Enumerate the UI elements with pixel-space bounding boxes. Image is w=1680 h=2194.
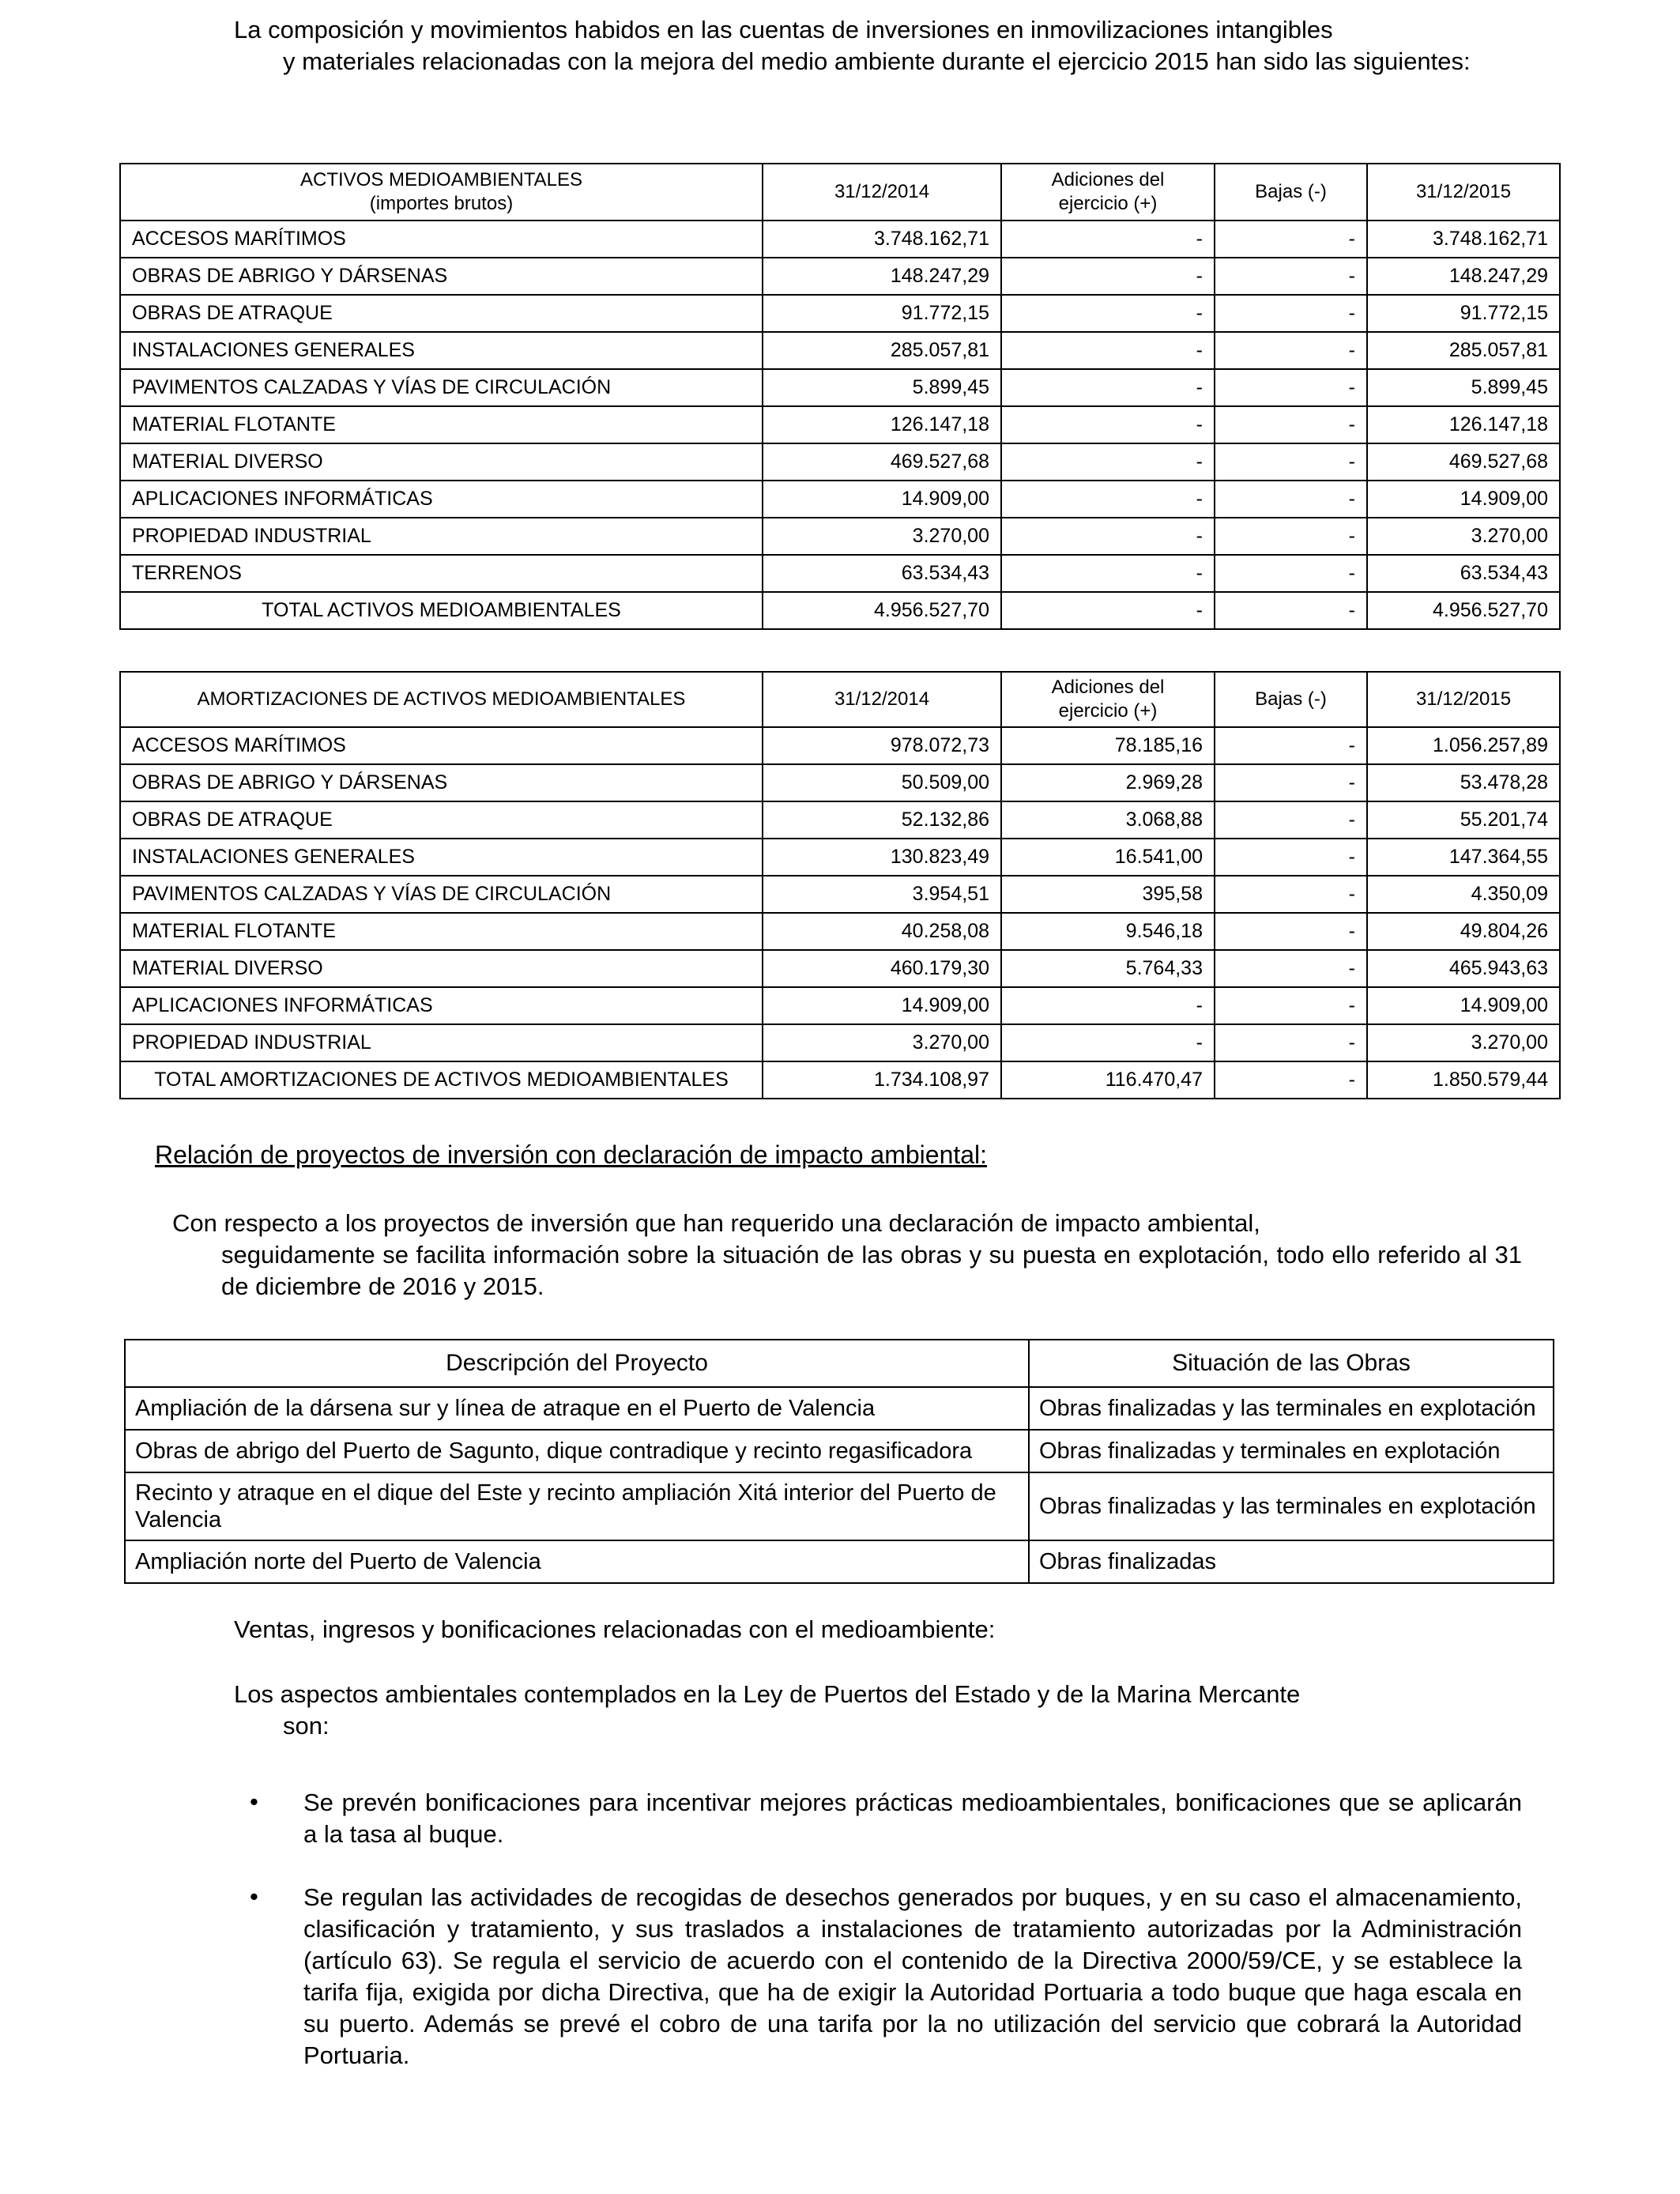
cell-v2014: 5.899,45: [763, 369, 1001, 406]
projects-header-status: Situación de las Obras: [1029, 1340, 1554, 1387]
cell-add: 2.969,28: [1001, 764, 1215, 801]
total-cell-label: TOTAL ACTIVOS MEDIOAMBIENTALES: [120, 592, 763, 629]
cell-bajas: -: [1215, 987, 1367, 1024]
cell-add: -: [1001, 1024, 1215, 1061]
table-row: [120, 258, 1560, 295]
cell-v2014: 285.057,81: [763, 332, 1001, 369]
cell-add: 395,58: [1001, 876, 1215, 913]
cell-add: -: [1001, 369, 1215, 406]
cell-v2014: 50.509,00: [763, 764, 1001, 801]
cell-label: MATERIAL DIVERSO: [120, 950, 763, 987]
cell-bajas: -: [1215, 764, 1367, 801]
projects-table: [124, 1339, 1554, 1584]
cell-add: -: [1001, 406, 1215, 443]
project-desc: Ampliación de la dársena sur y línea de atraque en el Puerto de Valencia: [125, 1387, 1029, 1430]
cell-v2015: 14.909,00: [1367, 987, 1560, 1024]
cell-v2014: 126.147,18: [763, 406, 1001, 443]
cell-v2015: 14.909,00: [1367, 481, 1560, 518]
cell-v2015: 5.899,45: [1367, 369, 1560, 406]
assets-table: [119, 163, 1561, 630]
table-row: [125, 1387, 1554, 1430]
cell-bajas: -: [1215, 295, 1367, 332]
bullet-item-desechos: Se regulan las actividades de recogidas de desechos generados por buques, y en su caso el almacenamiento, clasificación y tratamiento, y sus traslados a instalaciones de tratamiento autorizadas por la Administración (artículo 63). Se regula el servicio de acuerdo con el contenido de la Directiva 2000/59/CE, y se establece la tarifa fija, exigida por dicha Directiva, que ha de exigir la Autoridad Portuaria a todo buque que haga escala en su puerto. Además se prevé el cobro de una tarifa por la no utilización del servicio que cobrará la Autoridad Portuaria.: [303, 1883, 1522, 2069]
cell-v2015: 63.534,43: [1367, 555, 1560, 592]
cell-add: -: [1001, 481, 1215, 518]
cell-add: 3.068,88: [1001, 801, 1215, 839]
amortization-table: [119, 671, 1561, 1099]
assets-header-2014: 31/12/2014: [763, 164, 1001, 221]
total-cell-v2014: 4.956.527,70: [763, 592, 1001, 629]
cell-bajas: -: [1215, 950, 1367, 987]
cell-bajas: -: [1215, 876, 1367, 913]
cell-v2015: 55.201,74: [1367, 801, 1560, 839]
projects-heading: Relación de proyectos de inversión con declaración de impacto ambiental:: [155, 1140, 988, 1169]
cell-label: OBRAS DE ABRIGO Y DÁRSENAS: [120, 764, 763, 801]
table-row: [120, 764, 1560, 801]
amortization-table-header: [120, 672, 1560, 727]
cell-v2014: 460.179,30: [763, 950, 1001, 987]
cell-label: APLICACIONES INFORMÁTICAS: [120, 481, 763, 518]
cell-add: -: [1001, 295, 1215, 332]
table-row: [120, 443, 1560, 481]
intro-line-rest: y materiales relacionadas con la mejora del medio ambiente durante el ejercicio 2015 han sido las siguientes:: [283, 47, 1471, 75]
sales-heading: Ventas, ingresos y bonificaciones relacionadas con el medioambiente:: [234, 1615, 996, 1643]
cell-v2015: 126.147,18: [1367, 406, 1560, 443]
table-row: [120, 1024, 1560, 1061]
project-desc: Recinto y atraque en el dique del Este y recinto ampliación Xitá interior del Puerto de Valencia: [125, 1472, 1029, 1540]
cell-v2015: 147.364,55: [1367, 839, 1560, 876]
total-cell-add: -: [1001, 592, 1215, 629]
project-status: Obras finalizadas y terminales en explotación: [1029, 1430, 1554, 1472]
total-row: [120, 592, 1560, 629]
cell-add: -: [1001, 443, 1215, 481]
cell-v2015: 49.804,26: [1367, 913, 1560, 950]
cell-v2015: 53.478,28: [1367, 764, 1560, 801]
projects-intro-paragraph: [172, 1208, 1522, 1302]
table-row: [125, 1430, 1554, 1472]
table-row: [120, 518, 1560, 555]
cell-v2015: 3.270,00: [1367, 518, 1560, 555]
amort-header-additions: Adiciones del ejercicio (+): [1001, 672, 1215, 727]
cell-add: 5.764,33: [1001, 950, 1215, 987]
cell-v2014: 14.909,00: [763, 481, 1001, 518]
table-row: [120, 801, 1560, 839]
cell-v2014: 130.823,49: [763, 839, 1001, 876]
aspects-intro-paragraph: [234, 1679, 1522, 1742]
cell-bajas: -: [1215, 839, 1367, 876]
bullet-item-bonificaciones: Se prevén bonificaciones para incentivar mejores prácticas medioambientales, bonificaciones que se aplicarán a la tasa al buque.: [303, 1789, 1522, 1848]
cell-label: TERRENOS: [120, 555, 763, 592]
table-row: [120, 839, 1560, 876]
project-desc: Ampliación norte del Puerto de Valencia: [125, 1540, 1029, 1583]
cell-bajas: -: [1215, 518, 1367, 555]
cell-bajas: -: [1215, 406, 1367, 443]
cell-label: ACCESOS MARÍTIMOS: [120, 221, 763, 258]
cell-v2015: 3.748.162,71: [1367, 221, 1560, 258]
table-row: [120, 727, 1560, 764]
total-cell-add: 116.470,47: [1001, 1061, 1215, 1099]
cell-label: INSTALACIONES GENERALES: [120, 839, 763, 876]
cell-label: PAVIMENTOS CALZADAS Y VÍAS DE CIRCULACIÓN: [120, 369, 763, 406]
cell-bajas: -: [1215, 221, 1367, 258]
total-cell-bajas: -: [1215, 592, 1367, 629]
amort-header-bajas: Bajas (-): [1215, 672, 1367, 727]
cell-v2015: 91.772,15: [1367, 295, 1560, 332]
cell-label: PAVIMENTOS CALZADAS Y VÍAS DE CIRCULACIÓN: [120, 876, 763, 913]
cell-v2015: 3.270,00: [1367, 1024, 1560, 1061]
cell-v2014: 978.072,73: [763, 727, 1001, 764]
aspects-intro-line-rest: son:: [283, 1712, 330, 1740]
cell-v2015: 465.943,63: [1367, 950, 1560, 987]
cell-label: OBRAS DE ATRAQUE: [120, 295, 763, 332]
bullet-marker: •: [250, 1788, 258, 1815]
assets-header-additions: Adiciones del ejercicio (+): [1001, 164, 1215, 221]
cell-label: OBRAS DE ABRIGO Y DÁRSENAS: [120, 258, 763, 295]
intro-paragraph: [234, 14, 1522, 77]
amort-header-2015: 31/12/2015: [1367, 672, 1560, 727]
table-row: [120, 369, 1560, 406]
cell-v2014: 3.748.162,71: [763, 221, 1001, 258]
cell-v2015: 1.056.257,89: [1367, 727, 1560, 764]
cell-label: PROPIEDAD INDUSTRIAL: [120, 518, 763, 555]
total-row: [120, 1061, 1560, 1099]
cell-v2014: 148.247,29: [763, 258, 1001, 295]
project-desc: Obras de abrigo del Puerto de Sagunto, dique contradique y recinto regasificadora: [125, 1430, 1029, 1472]
table-row: [120, 950, 1560, 987]
cell-label: MATERIAL FLOTANTE: [120, 913, 763, 950]
cell-v2014: 469.527,68: [763, 443, 1001, 481]
projects-header-description: Descripción del Proyecto: [125, 1340, 1029, 1387]
cell-v2014: 63.534,43: [763, 555, 1001, 592]
projects-table-header: [125, 1340, 1554, 1387]
total-cell-v2015: 1.850.579,44: [1367, 1061, 1560, 1099]
cell-label: PROPIEDAD INDUSTRIAL: [120, 1024, 763, 1061]
table-row: [120, 481, 1560, 518]
cell-label: INSTALACIONES GENERALES: [120, 332, 763, 369]
projects-intro-line-rest: seguidamente se facilita información sobre la situación de las obras y su puesta en explotación, todo ello referido al 31 de diciembre de 2016 y 2015.: [221, 1241, 1522, 1300]
cell-v2014: 14.909,00: [763, 987, 1001, 1024]
total-cell-bajas: -: [1215, 1061, 1367, 1099]
table-row: [120, 987, 1560, 1024]
cell-v2015: 285.057,81: [1367, 332, 1560, 369]
amort-header-title: AMORTIZACIONES DE ACTIVOS MEDIOAMBIENTALES: [120, 672, 763, 727]
table-row: [120, 555, 1560, 592]
total-cell-v2014: 1.734.108,97: [763, 1061, 1001, 1099]
table-row: [120, 406, 1560, 443]
intro-line-1: La composición y movimientos habidos en las cuentas de inversiones en inmovilizaciones intangibles: [234, 16, 1333, 43]
total-cell-v2015: 4.956.527,70: [1367, 592, 1560, 629]
cell-bajas: -: [1215, 1024, 1367, 1061]
cell-bajas: -: [1215, 332, 1367, 369]
bullet-marker: •: [250, 1883, 258, 1910]
cell-add: 16.541,00: [1001, 839, 1215, 876]
cell-label: ACCESOS MARÍTIMOS: [120, 727, 763, 764]
cell-bajas: -: [1215, 369, 1367, 406]
cell-v2015: 469.527,68: [1367, 443, 1560, 481]
cell-bajas: -: [1215, 481, 1367, 518]
cell-v2014: 3.270,00: [763, 518, 1001, 555]
assets-header-2015: 31/12/2015: [1367, 164, 1560, 221]
table-row: [120, 876, 1560, 913]
cell-v2015: 148.247,29: [1367, 258, 1560, 295]
cell-label: APLICACIONES INFORMÁTICAS: [120, 987, 763, 1024]
cell-bajas: -: [1215, 727, 1367, 764]
cell-add: -: [1001, 221, 1215, 258]
cell-add: -: [1001, 987, 1215, 1024]
table-row: [120, 221, 1560, 258]
project-status: Obras finalizadas y las terminales en explotación: [1029, 1387, 1554, 1430]
project-status: Obras finalizadas y las terminales en explotación: [1029, 1472, 1554, 1540]
cell-bajas: -: [1215, 555, 1367, 592]
cell-v2014: 40.258,08: [763, 913, 1001, 950]
cell-add: 78.185,16: [1001, 727, 1215, 764]
table-row: [120, 913, 1560, 950]
amort-header-2014: 31/12/2014: [763, 672, 1001, 727]
cell-add: -: [1001, 518, 1215, 555]
cell-v2014: 3.954,51: [763, 876, 1001, 913]
cell-v2014: 52.132,86: [763, 801, 1001, 839]
cell-label: OBRAS DE ATRAQUE: [120, 801, 763, 839]
assets-header-bajas: Bajas (-): [1215, 164, 1367, 221]
table-row: [125, 1540, 1554, 1583]
cell-add: -: [1001, 258, 1215, 295]
cell-add: -: [1001, 332, 1215, 369]
table-row: [120, 332, 1560, 369]
assets-header-title: ACTIVOS MEDIOAMBIENTALES (importes brutos): [120, 164, 763, 221]
project-status: Obras finalizadas: [1029, 1540, 1554, 1583]
cell-v2014: 91.772,15: [763, 295, 1001, 332]
cell-bajas: -: [1215, 913, 1367, 950]
cell-v2014: 3.270,00: [763, 1024, 1001, 1061]
cell-v2015: 4.350,09: [1367, 876, 1560, 913]
aspects-intro-line-1: Los aspectos ambientales contemplados en la Ley de Puertos del Estado y de la Marina Mercante: [234, 1680, 1301, 1708]
cell-add: -: [1001, 555, 1215, 592]
table-row: [120, 295, 1560, 332]
cell-label: MATERIAL FLOTANTE: [120, 406, 763, 443]
cell-add: 9.546,18: [1001, 913, 1215, 950]
assets-table-header: [120, 164, 1560, 221]
cell-bajas: -: [1215, 258, 1367, 295]
total-cell-label: TOTAL AMORTIZACIONES DE ACTIVOS MEDIOAMBIENTALES: [120, 1061, 763, 1099]
cell-bajas: -: [1215, 443, 1367, 481]
cell-bajas: -: [1215, 801, 1367, 839]
cell-label: MATERIAL DIVERSO: [120, 443, 763, 481]
table-row: [125, 1472, 1554, 1540]
projects-intro-line-1: Con respecto a los proyectos de inversión que han requerido una declaración de impacto ambiental,: [172, 1209, 1260, 1237]
